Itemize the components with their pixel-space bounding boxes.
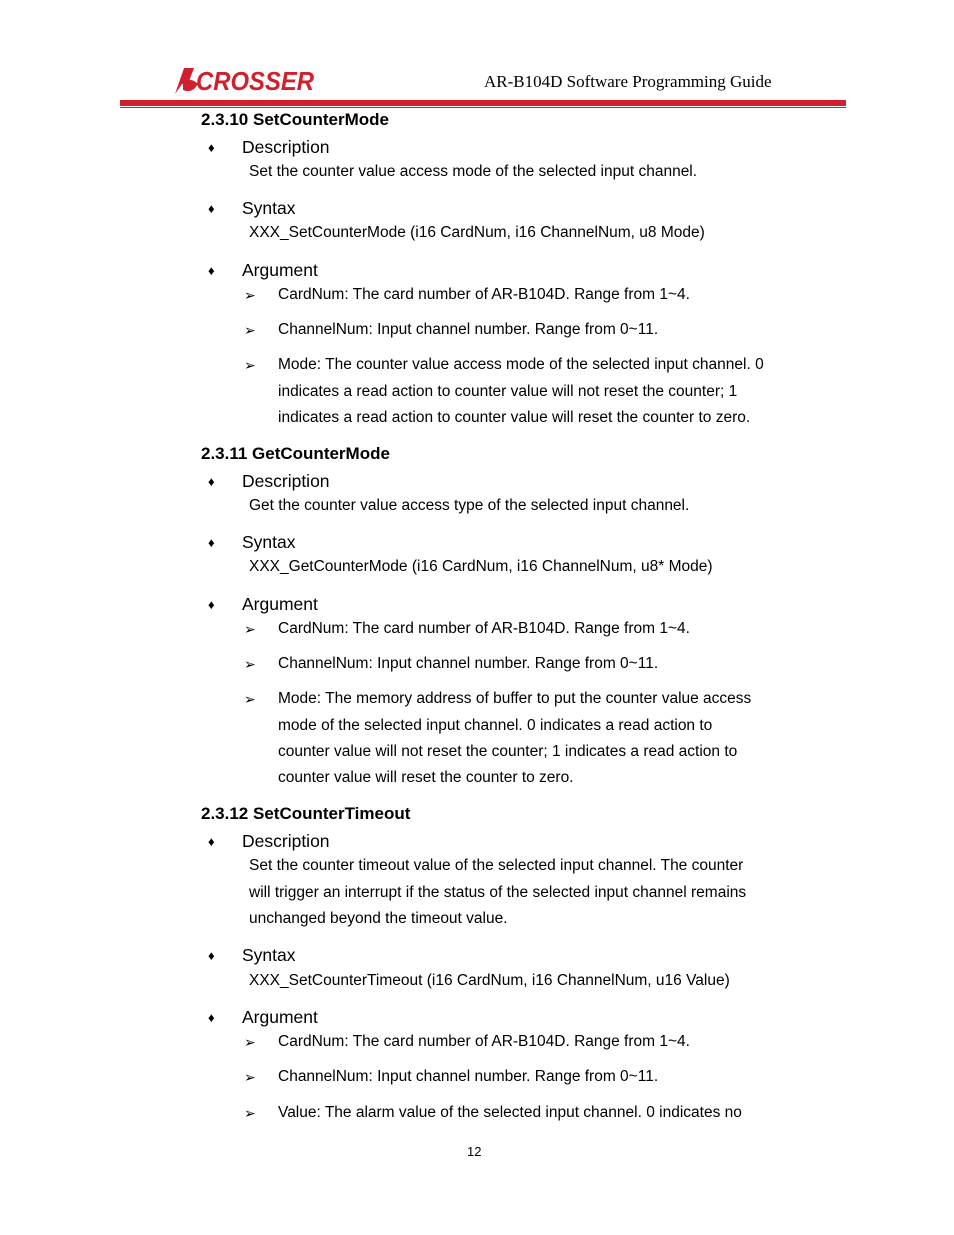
bullet-diamond-icon: ♦ [208,948,215,963]
argument-text: indicates a read action to counter value will reset the counter to zero. [278,409,751,426]
argument-text: Mode: The counter value access mode of the selected input channel. 0 [278,356,764,373]
header-rule-thin [120,107,846,108]
page-number: 12 [467,1144,482,1159]
arrow-bullet-icon: ➢ [244,322,256,338]
bullet-diamond-icon: ♦ [208,834,215,849]
bullet-diamond-icon: ♦ [208,535,215,550]
syntax-text: XXX_GetCounterMode (i16 CardNum, i16 ChannelNum, u8* Mode) [249,558,713,575]
document-title: AR-B104D Software Programming Guide [484,72,772,91]
arrow-bullet-icon: ➢ [244,1034,256,1050]
description-label: Description [242,137,330,157]
acrosser-logo [172,64,317,96]
argument-text: indicates a read action to counter value will not reset the counter; 1 [278,383,738,400]
argument-text: counter value will reset the counter to zero. [278,769,574,786]
syntax-label: Syntax [242,945,296,965]
argument-text: mode of the selected input channel. 0 indicates a read action to [278,717,713,734]
arrow-bullet-icon: ➢ [244,1069,256,1085]
arrow-bullet-icon: ➢ [244,621,256,637]
arrow-bullet-icon: ➢ [244,287,256,303]
syntax-label: Syntax [242,198,296,218]
arrow-bullet-icon: ➢ [244,656,256,672]
argument-text: ChannelNum: Input channel number. Range from 0~11. [278,655,659,672]
argument-text: CardNum: The card number of AR-B104D. Range from 1~4. [278,1033,690,1050]
bullet-diamond-icon: ♦ [208,474,215,489]
arrow-bullet-icon: ➢ [244,1105,256,1121]
description-label: Description [242,471,330,491]
argument-text: counter value will not reset the counter; 1 indicates a read action to [278,743,738,760]
argument-label: Argument [242,594,318,614]
argument-text: ChannelNum: Input channel number. Range from 0~11. [278,321,659,338]
bullet-diamond-icon: ♦ [208,1010,215,1025]
arrow-bullet-icon: ➢ [244,691,256,707]
description-text: unchanged beyond the timeout value. [249,910,508,927]
header-rule [120,100,846,106]
section-heading: 2.3.11 GetCounterMode [201,444,390,463]
section-heading: 2.3.12 SetCounterTimeout [201,804,411,823]
argument-text: ChannelNum: Input channel number. Range from 0~11. [278,1068,659,1085]
bullet-diamond-icon: ♦ [208,201,215,216]
description-text: Set the counter timeout value of the selected input channel. The counter [249,857,744,874]
bullet-diamond-icon: ♦ [208,597,215,612]
syntax-text: XXX_SetCounterTimeout (i16 CardNum, i16 ChannelNum, u16 Value) [249,972,730,989]
svg-text:CROSSER: CROSSER [196,66,315,96]
description-label: Description [242,831,330,851]
description-text: Get the counter value access type of the selected input channel. [249,497,690,514]
section-heading: 2.3.10 SetCounterMode [201,110,389,129]
argument-text: CardNum: The card number of AR-B104D. Range from 1~4. [278,620,690,637]
arrow-bullet-icon: ➢ [244,357,256,373]
argument-text: CardNum: The card number of AR-B104D. Range from 1~4. [278,286,690,303]
syntax-text: XXX_SetCounterMode (i16 CardNum, i16 ChannelNum, u8 Mode) [249,224,705,241]
argument-label: Argument [242,1007,318,1027]
bullet-diamond-icon: ♦ [208,140,215,155]
syntax-label: Syntax [242,532,296,552]
argument-text: Mode: The memory address of buffer to put the counter value access [278,690,752,707]
bullet-diamond-icon: ♦ [208,263,215,278]
description-text: will trigger an interrupt if the status of the selected input channel remains [249,884,747,901]
description-text: Set the counter value access mode of the selected input channel. [249,163,698,180]
argument-text: Value: The alarm value of the selected input channel. 0 indicates no [278,1104,742,1121]
argument-label: Argument [242,260,318,280]
